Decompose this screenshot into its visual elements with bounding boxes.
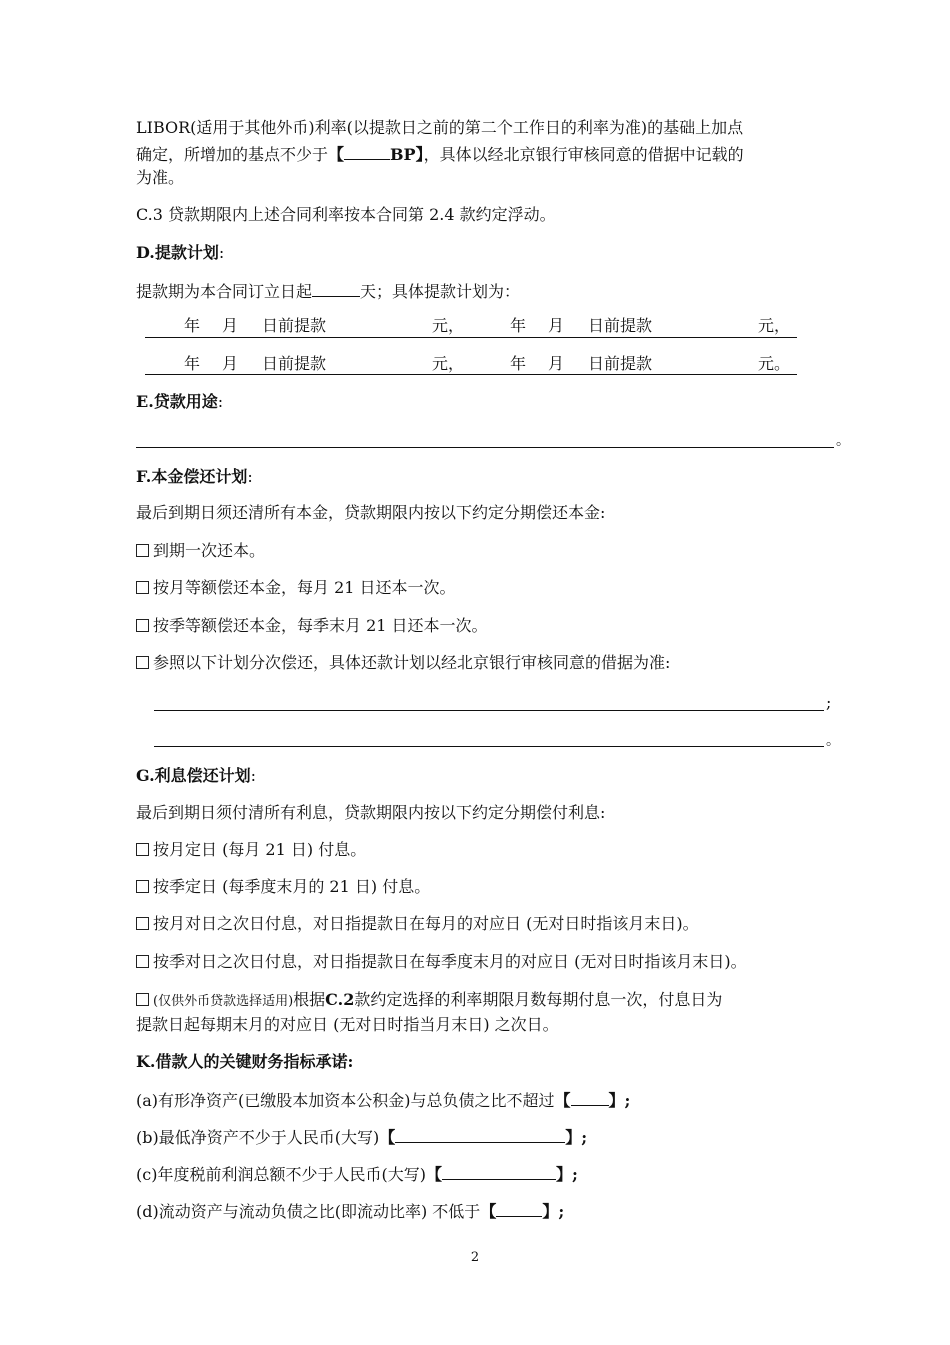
covenant-d bbox=[136, 1200, 564, 1222]
drawdown-intro-pre: 提款期为本合同订立日起 bbox=[136, 282, 313, 301]
option-5-ref: C.2 bbox=[325, 990, 355, 1009]
bracket-close: 】; bbox=[608, 1091, 631, 1110]
covenant-a-blank[interactable] bbox=[571, 1089, 609, 1106]
row2-before-a: 日前提款 bbox=[262, 354, 327, 373]
covenant-c bbox=[136, 1163, 578, 1185]
principal-heading-colon: : bbox=[247, 467, 253, 486]
row1-yuan-b: 元， bbox=[758, 316, 791, 335]
checkbox[interactable] bbox=[136, 880, 149, 893]
purpose-heading-text: E.贷款用途 bbox=[136, 392, 218, 411]
checkbox[interactable] bbox=[136, 656, 149, 669]
interest-option-3[interactable] bbox=[136, 914, 699, 934]
interest-repay-heading-text: G.利息偿还计划 bbox=[136, 766, 251, 785]
option-label: 参照以下计划分次偿还，具体还款计划以经北京银行审核同意的借据为准: bbox=[153, 653, 671, 672]
interest-option-1[interactable] bbox=[136, 840, 366, 860]
option-5-note: (仅供外币贷款选择适用) bbox=[153, 994, 294, 1009]
bracket-close: 】; bbox=[555, 1165, 578, 1184]
interest-option-2[interactable] bbox=[136, 877, 430, 897]
bracket-close: 】; bbox=[542, 1202, 565, 1221]
interest-option-5-line-2: 提款日起每期末月的对应日 (无对日时指当月末日) 之次日。 bbox=[136, 1015, 559, 1034]
covenant-a-text: (a)有形净资产(已缴股本加资本公积金)与总负债之比不超过 bbox=[136, 1091, 555, 1110]
purpose-heading bbox=[136, 392, 223, 412]
interest-option-5[interactable] bbox=[136, 990, 722, 1012]
option-label: 按季定日 (每季度末月的 21 日) 付息。 bbox=[153, 877, 431, 896]
bracket-open: 【 bbox=[379, 1128, 396, 1147]
row1-month-a: 月 bbox=[222, 316, 239, 335]
covenant-d-blank[interactable] bbox=[496, 1200, 542, 1217]
row2-before-b: 日前提款 bbox=[588, 354, 653, 373]
drawdown-heading-text: D.提款计划 bbox=[136, 243, 219, 262]
interest-repay-heading bbox=[136, 766, 256, 786]
principal-option-1[interactable] bbox=[136, 541, 265, 561]
option-label: 按季对日之次日付息，对日指提款日在每季度末月的对应日 (无对日时指该月末日)。 bbox=[153, 952, 747, 971]
interest-repay-intro: 最后到期日须付清所有利息，贷款期限内按以下约定分期偿付利息: bbox=[136, 803, 606, 822]
principal-option-4[interactable] bbox=[136, 653, 670, 673]
interest-line-2-post: ，具体以经北京银行审核同意的借据中记载的 bbox=[423, 145, 744, 164]
row1-yuan-a: 元， bbox=[432, 316, 465, 335]
option-label: 按月定日 (每月 21 日) 付息。 bbox=[153, 840, 367, 859]
drawdown-intro-post: 天；具体提款计划为： bbox=[360, 282, 521, 301]
purpose-blank[interactable] bbox=[136, 447, 834, 448]
page-number: 2 bbox=[470, 1250, 480, 1265]
drawdown-days-blank[interactable] bbox=[312, 280, 360, 297]
repayment-plan-end: 。 bbox=[826, 733, 840, 749]
checkbox[interactable] bbox=[136, 843, 149, 856]
purpose-end-mark: 。 bbox=[836, 433, 850, 449]
bp-bracket-open: 【 bbox=[328, 145, 345, 164]
bp-blank[interactable] bbox=[344, 143, 390, 160]
covenant-b bbox=[136, 1126, 587, 1148]
covenant-d-text: (d)流动资产与流动负债之比(即流动比率) 不低于 bbox=[136, 1202, 481, 1221]
principal-intro: 最后到期日须还清所有本金，贷款期限内按以下约定分期偿还本金: bbox=[136, 503, 606, 522]
principal-option-3[interactable] bbox=[136, 616, 488, 636]
repayment-plan-semicolon: ; bbox=[826, 693, 832, 712]
checkbox[interactable] bbox=[136, 917, 149, 930]
covenant-b-blank[interactable] bbox=[395, 1126, 565, 1143]
row1-before-a: 日前提款 bbox=[262, 316, 327, 335]
drawdown-intro bbox=[136, 280, 520, 302]
drawdown-heading bbox=[136, 243, 224, 263]
bracket-open: 【 bbox=[425, 1165, 442, 1184]
principal-heading-text: F.本金偿还计划 bbox=[136, 467, 248, 486]
bp-unit: BP】 bbox=[390, 145, 424, 164]
row2-underline[interactable] bbox=[145, 374, 797, 375]
row2-yuan-a: 元， bbox=[432, 354, 465, 373]
covenant-b-text: (b)最低净资产不少于人民币(大写) bbox=[136, 1128, 380, 1147]
principal-option-2[interactable] bbox=[136, 578, 456, 598]
interest-line-1: LIBOR(适用于其他外币)利率(以提款日之前的第二个工作日的利率为准)的基础上加点 bbox=[136, 118, 744, 137]
bracket-open: 【 bbox=[554, 1091, 571, 1110]
row1-month-b: 月 bbox=[548, 316, 565, 335]
row2-year-a: 年 bbox=[184, 354, 201, 373]
covenant-c-blank[interactable] bbox=[442, 1163, 556, 1180]
interest-line-3: 为准。 bbox=[136, 168, 185, 187]
option-5-text-b: 款约定选择的利率期限月数每期付息一次，付息日为 bbox=[354, 990, 723, 1009]
row1-underline[interactable] bbox=[145, 337, 797, 338]
repayment-plan-blank-2[interactable] bbox=[154, 746, 824, 747]
row2-yuan-b: 元。 bbox=[758, 354, 791, 373]
row1-year-b: 年 bbox=[510, 316, 527, 335]
covenants-heading: K.借款人的关键财务指标承诺: bbox=[136, 1052, 354, 1071]
checkbox[interactable] bbox=[136, 544, 149, 557]
purpose-heading-colon: : bbox=[217, 392, 224, 411]
covenant-c-text: (c)年度税前利润总额不少于人民币(大写) bbox=[136, 1165, 426, 1184]
clause-c3: C.3 贷款期限内上述合同利率按本合同第 2.4 款约定浮动。 bbox=[136, 205, 556, 224]
checkbox[interactable] bbox=[136, 619, 149, 632]
row2-year-b: 年 bbox=[510, 354, 527, 373]
row1-year-a: 年 bbox=[184, 316, 201, 335]
drawdown-heading-colon: : bbox=[218, 243, 225, 262]
option-label: 按月等额偿还本金，每月 21 日还本一次。 bbox=[153, 578, 456, 597]
bracket-open: 【 bbox=[480, 1202, 497, 1221]
bracket-close: 】; bbox=[565, 1128, 588, 1147]
checkbox[interactable] bbox=[136, 955, 149, 968]
covenant-a bbox=[136, 1089, 630, 1111]
checkbox[interactable] bbox=[136, 581, 149, 594]
option-label: 按月对日之次日付息，对日指提款日在每月的对应日 (无对日时指该月末日)。 bbox=[153, 914, 699, 933]
interest-line-2 bbox=[136, 143, 744, 165]
option-label: 到期一次还本。 bbox=[153, 541, 266, 560]
option-label: 按季等额偿还本金，每季末月 21 日还本一次。 bbox=[153, 616, 488, 635]
interest-repay-heading-colon: : bbox=[250, 766, 257, 785]
interest-option-4[interactable] bbox=[136, 952, 747, 972]
row2-month-a: 月 bbox=[222, 354, 239, 373]
repayment-plan-blank-1[interactable] bbox=[154, 710, 824, 711]
row1-before-b: 日前提款 bbox=[588, 316, 653, 335]
row2-month-b: 月 bbox=[548, 354, 565, 373]
principal-heading bbox=[136, 467, 253, 487]
interest-line-2-pre: 确定，所增加的基点不少于 bbox=[136, 145, 329, 164]
checkbox[interactable] bbox=[136, 993, 149, 1006]
option-5-text-a: 根据 bbox=[293, 990, 326, 1009]
